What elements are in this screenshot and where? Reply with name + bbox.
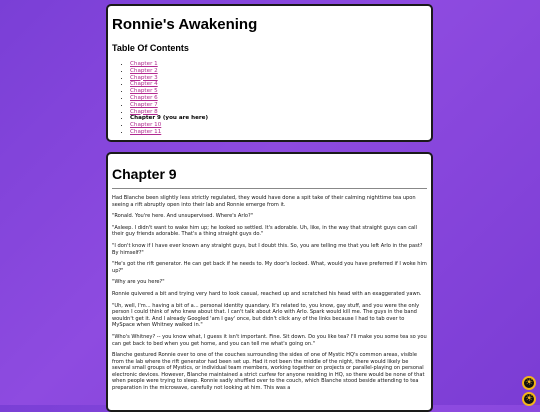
story-title: Ronnie's Awakening — [112, 16, 258, 33]
toc-item-chapter-4 — [130, 81, 427, 88]
toc-link-chapter-4[interactable]: Chapter 4 — [130, 81, 158, 88]
toc-item-chapter-1 — [130, 61, 427, 68]
toc-link-chapter-2[interactable]: Chapter 2 — [130, 67, 158, 74]
toc-panel — [106, 4, 433, 142]
chapter-paragraph: Had Blanche been slightly less strictly regulated, they would have done a spit take of their calming nighttime tea upon seeing a rift abruptly open into their lab and Ronnie emerge from it. — [112, 195, 416, 208]
toc-list — [112, 61, 427, 136]
toc-item-chapter-10 — [130, 122, 427, 129]
toc-link-chapter-3[interactable]: Chapter 3 — [130, 74, 158, 81]
toc-item-chapter-8 — [130, 109, 427, 116]
toc-link-chapter-8[interactable]: Chapter 8 — [130, 108, 158, 115]
toc-link-chapter-10[interactable]: Chapter 10 — [130, 122, 162, 129]
chapter-paragraph: "He's got the rift generator. He can get back if he needs to. My door's locked. What, would you have preferred if I woke him up?" — [112, 261, 427, 274]
chapter-title: Chapter 9 — [112, 166, 177, 182]
toc-item-current-chapter: • Chapter 9 (you are here) — [130, 115, 427, 122]
chapter-paragraph: "Uh, well, I'm... having a bit of a... personal identity quandary. It's related to, you know, gay stuff, and you were the only person I could think of who knew about that. I can't talk about Arlo with Arlo. Spark would kill me. The guys in the band wouldn't get it. And I already Googled 'am I gay' once, but didn't click any of the links because I had to tab over to MySpace when Whitney walked in." — [112, 302, 420, 329]
toc-link-chapter-7[interactable]: Chapter 7 — [130, 101, 158, 108]
toc-link-chapter-6[interactable]: Chapter 6 — [130, 94, 158, 101]
toc-item-chapter-2 — [130, 68, 427, 75]
sun-glyph: ☀ — [524, 393, 534, 404]
toc-item-chapter-6 — [130, 95, 427, 102]
chapter-panel — [106, 152, 433, 412]
chapter-paragraph: "I don't know if I have ever known any straight guys, but I doubt this. So, you are telling me that you left Arlo in the past? By himself?" — [112, 242, 423, 256]
chapter-paragraph: "Why are you here?" — [112, 279, 165, 286]
chapter-paragraph: "Asleep. I didn't want to wake him up; he looked so settled. It's adorable. Uh, like, in the way that straight guys can call their guy friends adorable. That's a thing straight guys do." — [112, 224, 417, 238]
toc-link-chapter-1[interactable]: Chapter 1 — [130, 61, 158, 67]
chapter-paragraph: Ronnie quivered a bit and trying very hard to look casual, reached up and scratched his head with an exaggerated yawn. — [112, 290, 422, 297]
toc-item-chapter-3 — [130, 75, 427, 82]
chapter-paragraph: Blanche gestured Ronnie over to one of the couches surrounding the sides of one of Mystic HQ's common areas, visible from the lab where the rift generator had been set up. Had it not been the middle of the night, there would likely be several small groups of Mystics, or individual team members, working together on projects or parallel-playing on personal electronic devices. However, Blanche maintained a strict curfew for anyone residing in HQ, so there would be none of that when people were trying to sleep. Ronnie sadly shuffled over to the couch, which Blanche stood beside attending to tea preparation in the microwave, carefully not looking at him. This was a — [112, 352, 425, 392]
toc-heading: Table Of Contents — [112, 43, 189, 53]
sun-icon[interactable] — [522, 392, 536, 406]
toc-link-chapter-5[interactable]: Chapter 5 — [130, 88, 158, 95]
toc-item-chapter-5 — [130, 88, 427, 95]
divider — [112, 188, 427, 189]
sun-glyph: ☀ — [524, 377, 534, 388]
toc-link-chapter-11[interactable]: Chapter 11 — [130, 128, 162, 135]
chapter-paragraph: "Who's Whitney? -- you know what, I guess it isn't important. Fine. Sit down. Do you like tea? I'll make you some tea so you can get back to bed when you get home, and you can tell me what's going on." — [112, 333, 427, 347]
chapter-paragraph: "Ronald. You're here. And unsupervised. Where's Arlo?" — [112, 213, 254, 220]
sun-icon[interactable] — [522, 376, 536, 390]
toc-item-chapter-11 — [130, 129, 427, 136]
toc-item-chapter-7 — [130, 102, 427, 109]
